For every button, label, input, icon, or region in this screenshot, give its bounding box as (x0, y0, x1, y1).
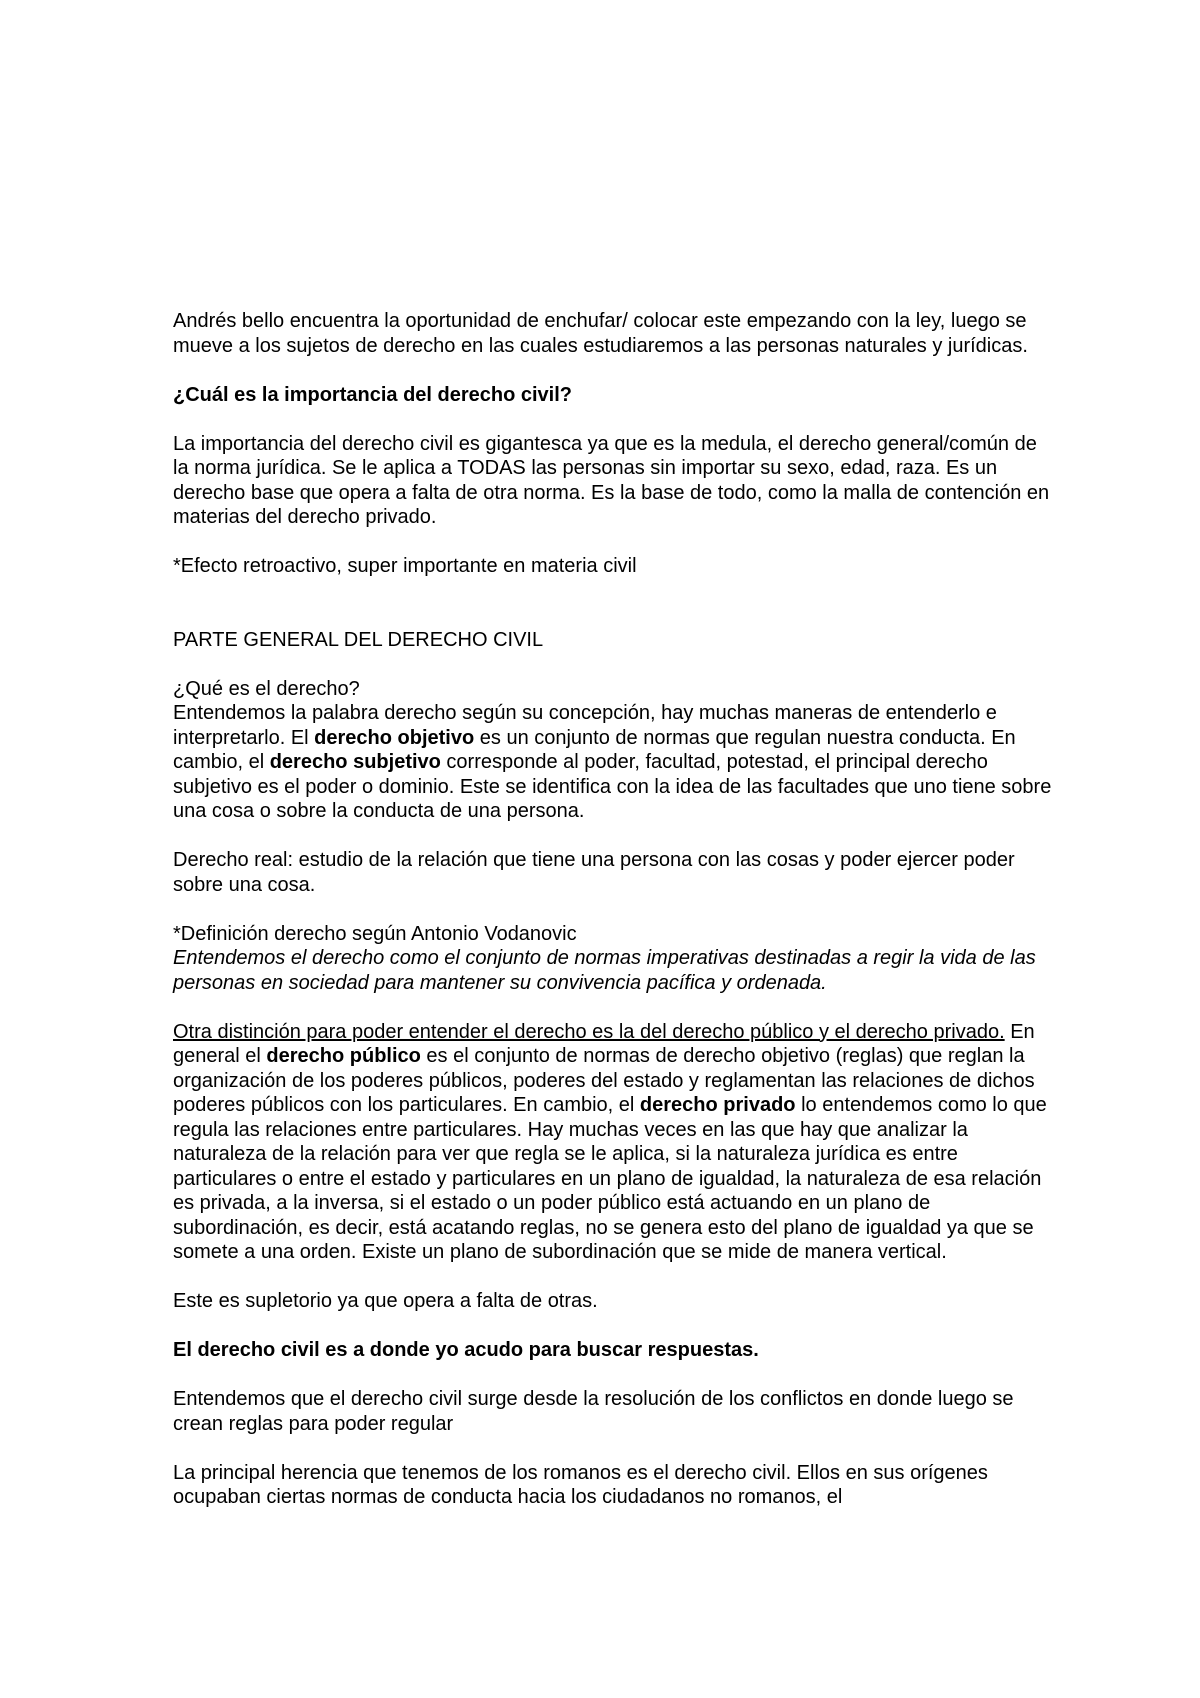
document-body (173, 309, 1053, 1510)
law-concept-paragraph (173, 701, 1053, 824)
bold-term-objective: derecho objetivo (314, 726, 475, 749)
bold-term-public: derecho público (266, 1045, 421, 1067)
section-title: PARTE GENERAL DEL DERECHO CIVIL (173, 628, 544, 651)
definition-title: *Definición derecho según Antonio Vodanovic (173, 922, 577, 945)
underlined-intro: Otra distinción para poder entender el derecho es la del derecho público y el derecho privado. (173, 1020, 1005, 1043)
text-run: es el conjunto de normas de derecho objetivo (reglas) que reglan la organización de los poderes públicos, poderes del estado y reglamentan las relaciones de dichos poderes públicos con los particulares. En cambio, el (173, 1045, 1035, 1116)
bold-term-private: derecho privado (639, 1094, 796, 1116)
text-run: En general el (173, 1020, 1035, 1067)
definition-quote (173, 946, 1053, 995)
text-run: corresponde al poder, facultad, potestad, el principal derecho subjetivo es el poder o dominio. Este se identifica con la idea de las facultades que uno tiene sobre una cosa o sobre la conducta de una persona. (173, 751, 1052, 822)
question-what-is-law: ¿Qué es el derecho? (173, 677, 360, 700)
public-private-paragraph (173, 1020, 1053, 1265)
intro-paragraph: Andrés bello encuentra la oportunidad de enchufar/ colocar este empezando con la ley, luego se mueve a los sujetos de derecho en las cuales estudiaremos a las personas naturales y jurídicas. (173, 310, 1028, 357)
text-run: Entendemos la palabra derecho según su concepción, hay muchas maneras de entenderlo e interpretarlo. El (173, 702, 997, 749)
question-text: ¿Cuál es la importancia del derecho civil? (173, 383, 573, 406)
text-run: es un conjunto de normas que regulan nuestra conducta. En cambio, el (173, 726, 1016, 773)
text-run: lo entendemos como lo que regula las relaciones entre particulares. Hay muchas veces en las que hay que analizar la naturaleza de la relación para ver que regla se le aplica, si la naturaleza jurídica es entre particulares o entre el estado y particulares en un plano de igualdad, la naturaleza de esa relación es privada, a la inversa, si el estado o un poder público está actuando en un plano de subordinación, es decir, está acatando reglas, no se genera esto del plano de igualdad ya que se somete a una orden. Existe un plano de subordinación que se mide de manera vertical. (173, 1094, 1047, 1263)
bold-term-subjective: derecho subjetivo (269, 751, 441, 773)
retroactive-note: *Efecto retroactivo, super importante en materia civil (173, 555, 637, 577)
definition-italic-text: Entendemos el derecho como el conjunto de normas imperativas destinadas a regir la vida de las personas en sociedad para mantener su convivencia pacífica y ordenada. (173, 947, 1036, 994)
bold-statement-text: El derecho civil es a donde yo acudo para buscar respuestas. (173, 1339, 759, 1361)
question-heading-importance (173, 383, 1053, 408)
real-right-paragraph: Derecho real: estudio de la relación que tiene una persona con las cosas y poder ejercer poder sobre una cosa. (173, 849, 1015, 896)
bold-statement (173, 1338, 1053, 1363)
roman-heritage-paragraph: La principal herencia que tenemos de los romanos es el derecho civil. Ellos en sus orígenes ocupaban ciertas normas de conducta hacia los ciudadanos no romanos, el (173, 1461, 988, 1508)
origin-paragraph: Entendemos que el derecho civil surge desde la resolución de los conflictos en donde luego se crean reglas para poder regular (173, 1388, 1014, 1435)
importance-paragraph: La importancia del derecho civil es gigantesca ya que es la medula, el derecho general/común de la norma jurídica. Se le aplica a TODAS las personas sin importar su sexo, edad, raza. Es un derecho base que opera a falta de otra norma. Es la base de todo, como la malla de contención en materias del derecho privado. (173, 432, 1050, 528)
supplementary-paragraph: Este es supletorio ya que opera a falta de otras. (173, 1290, 598, 1312)
